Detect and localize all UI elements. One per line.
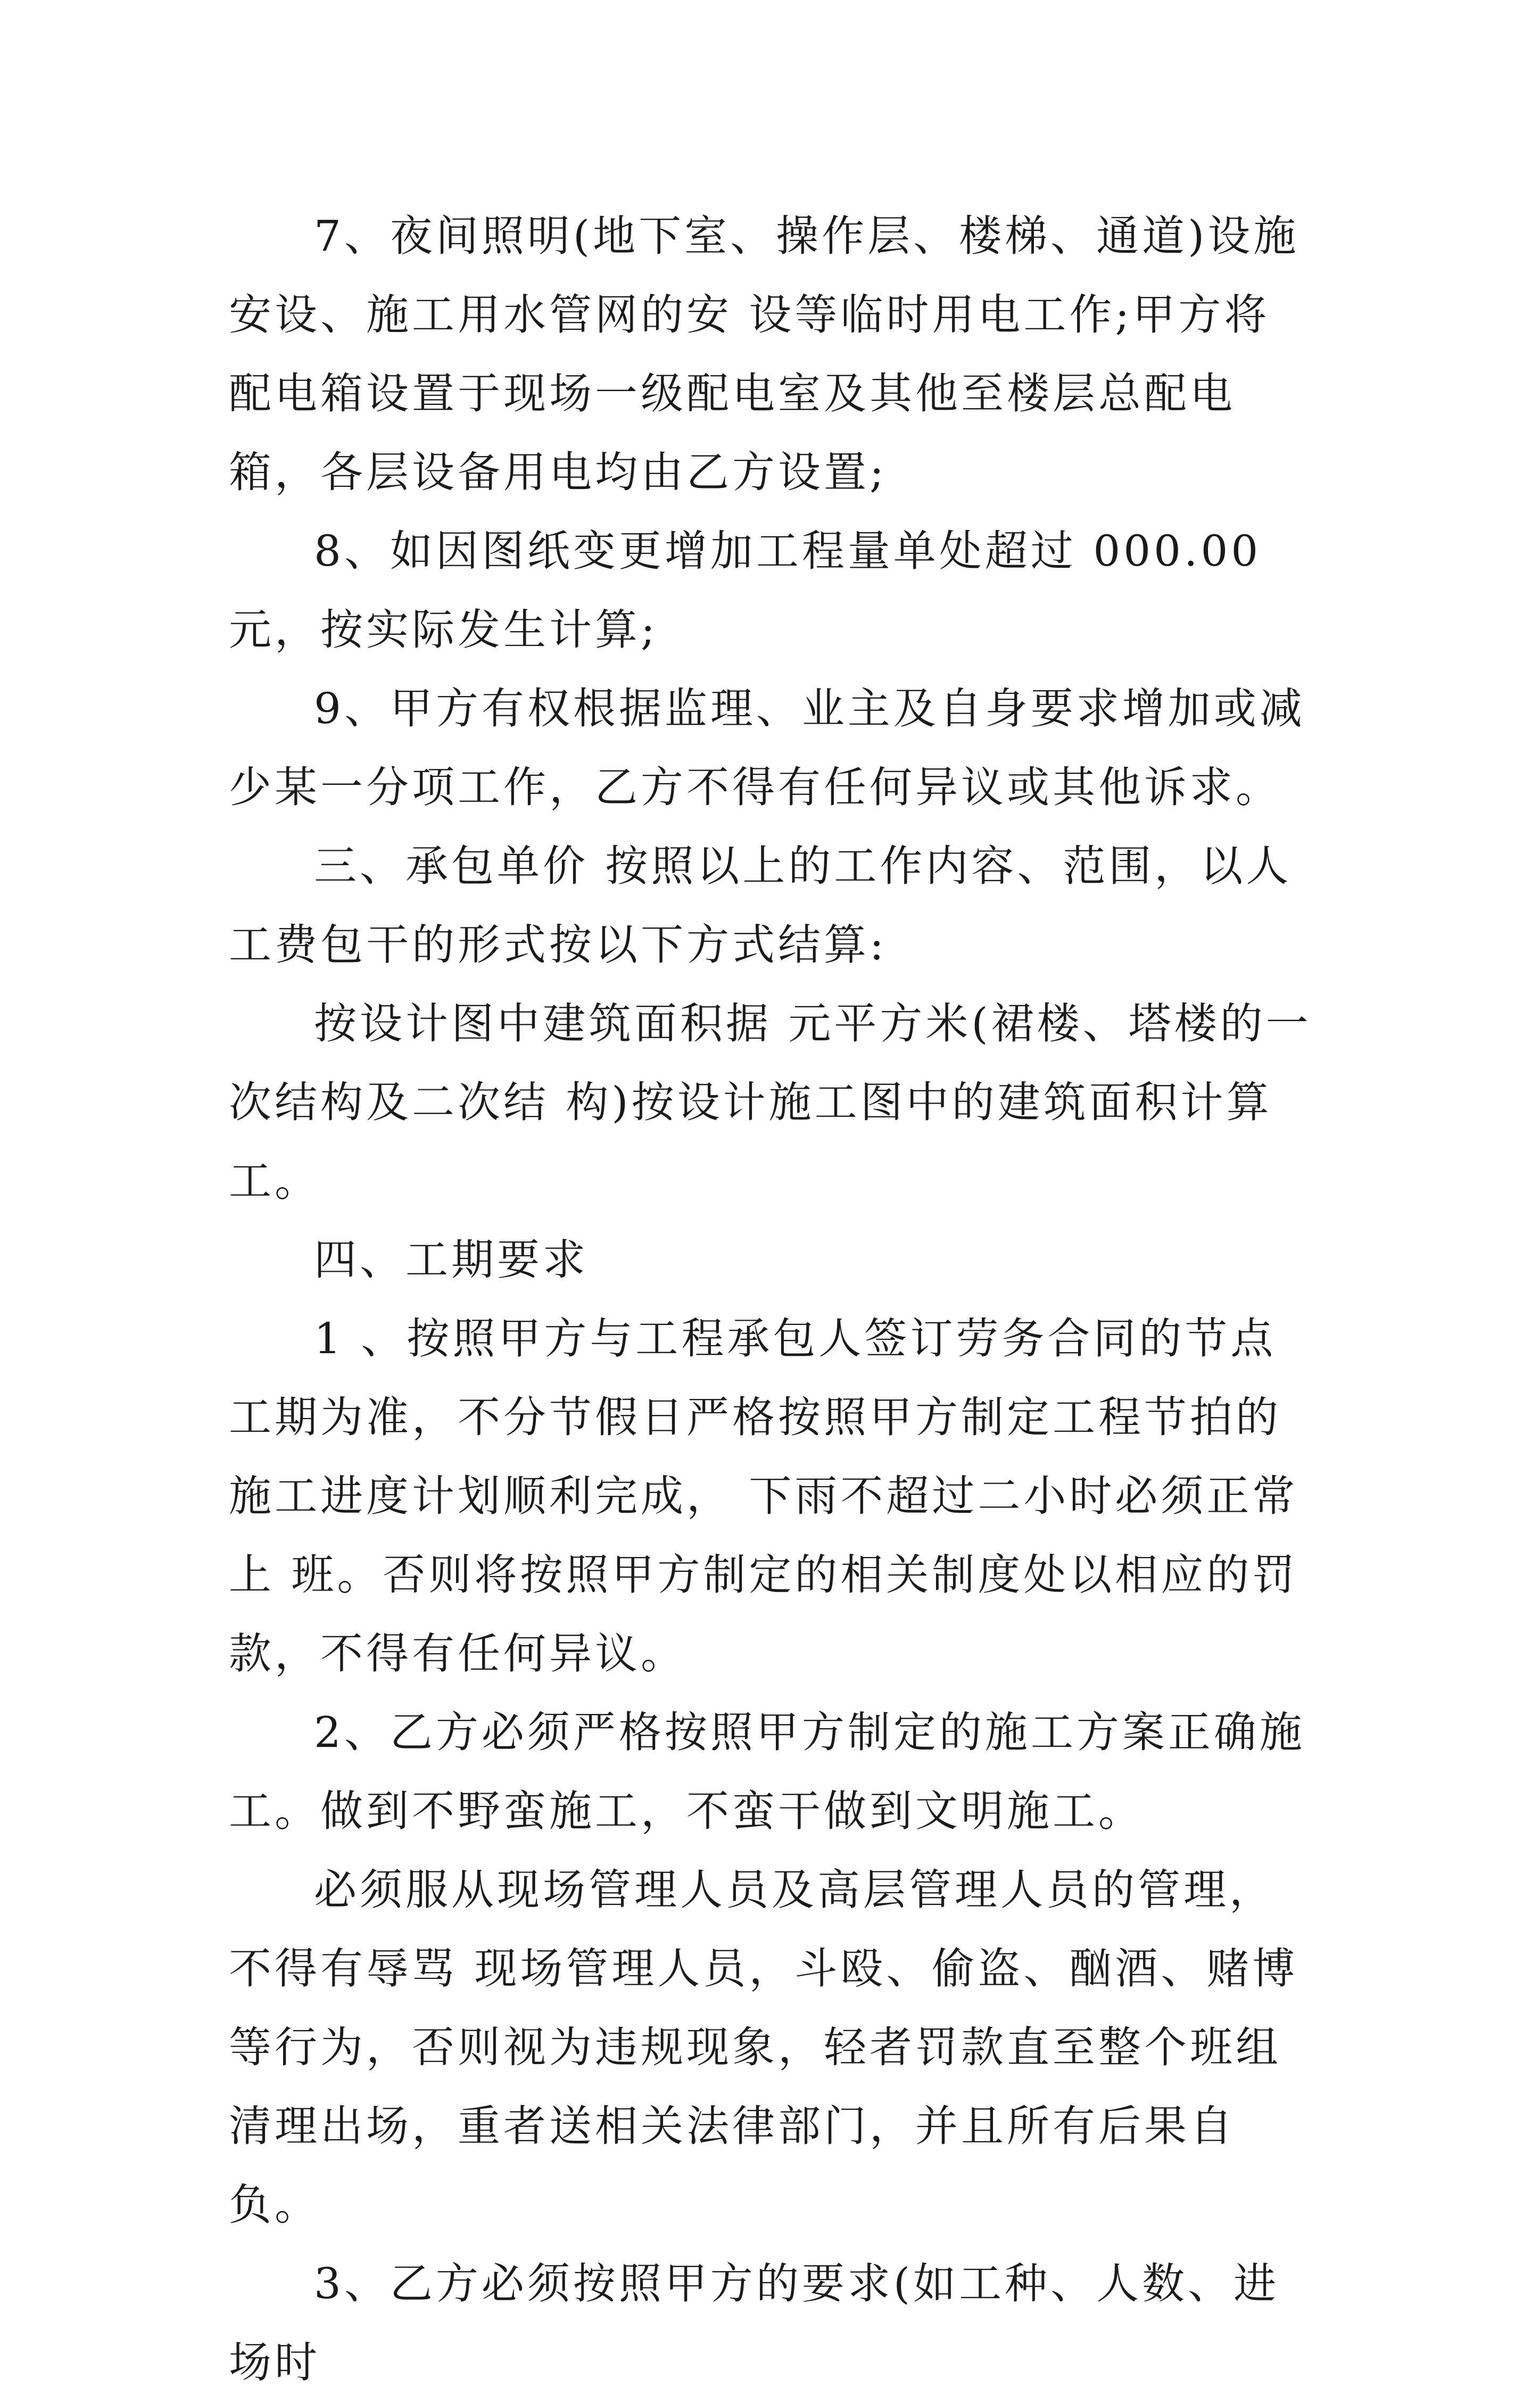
section-heading-schedule: 四、工期要求 [314,1235,589,1285]
paragraph-item-2-construction-plan: 2、乙方必须严格按照甲方制定的施工方案正确施工。做到不野蛮施工，不蛮干做到文明施工。 [229,1708,1305,1836]
section-heading-unit-price: 三、承包单价 按照以上的工作内容、范围，以人工费包干的形式按以下方式结算: [229,841,1292,970]
paragraph-item-8-drawing-change: 8、如因图纸变更增加工程量单处超过 000.00 元，按实际发生计算; [229,526,1278,655]
document-body [229,197,1314,2402]
paragraph-item-1-schedule: 1 、按照甲方与工程承包人签订劳务合同的节点工期为准，不分节假日严格按照甲方制定工程节拍的施工进度计划顺利完成， 下雨不超过二小时必须正常上 班。否则将按照甲方制定的相关制度处以相应的罚款，不得有任何异议。 [229,1314,1298,1678]
paragraph-management-rules: 必须服从现场管理人员及高层管理人员的管理，不得有辱骂 现场管理人员，斗殴、偷盗、酗酒、赌博等行为，否则视为违规现象，轻者罚款直至整个班组清理出场，重者送相关法律部门，并且所有后果自负。 [229,1865,1298,2230]
paragraph-item-3-requirements: 3、乙方必须按照甲方的要求(如工种、人数、进场时 [229,2259,1280,2387]
paragraph-item-7-lighting: 7、夜间照明(地下室、操作层、楼梯、通道)设施安设、施工用水管网的安 设等临时用电工作;甲方将配电箱设置于现场一级配电室及其他至楼层总配电箱，各层设备用电均由乙方设置; [229,211,1299,497]
paragraph-item-9-party-a-rights: 9、甲方有权根据监理、业主及自身要求增加或减少某一分项工作，乙方不得有任何异议或其他诉求。 [229,684,1305,812]
paragraph-building-area: 按设计图中建筑面积据 元平方米(裙楼、塔楼的一次结构及二次结 构)按设计施工图中的建筑面积计算工。 [229,999,1312,1206]
